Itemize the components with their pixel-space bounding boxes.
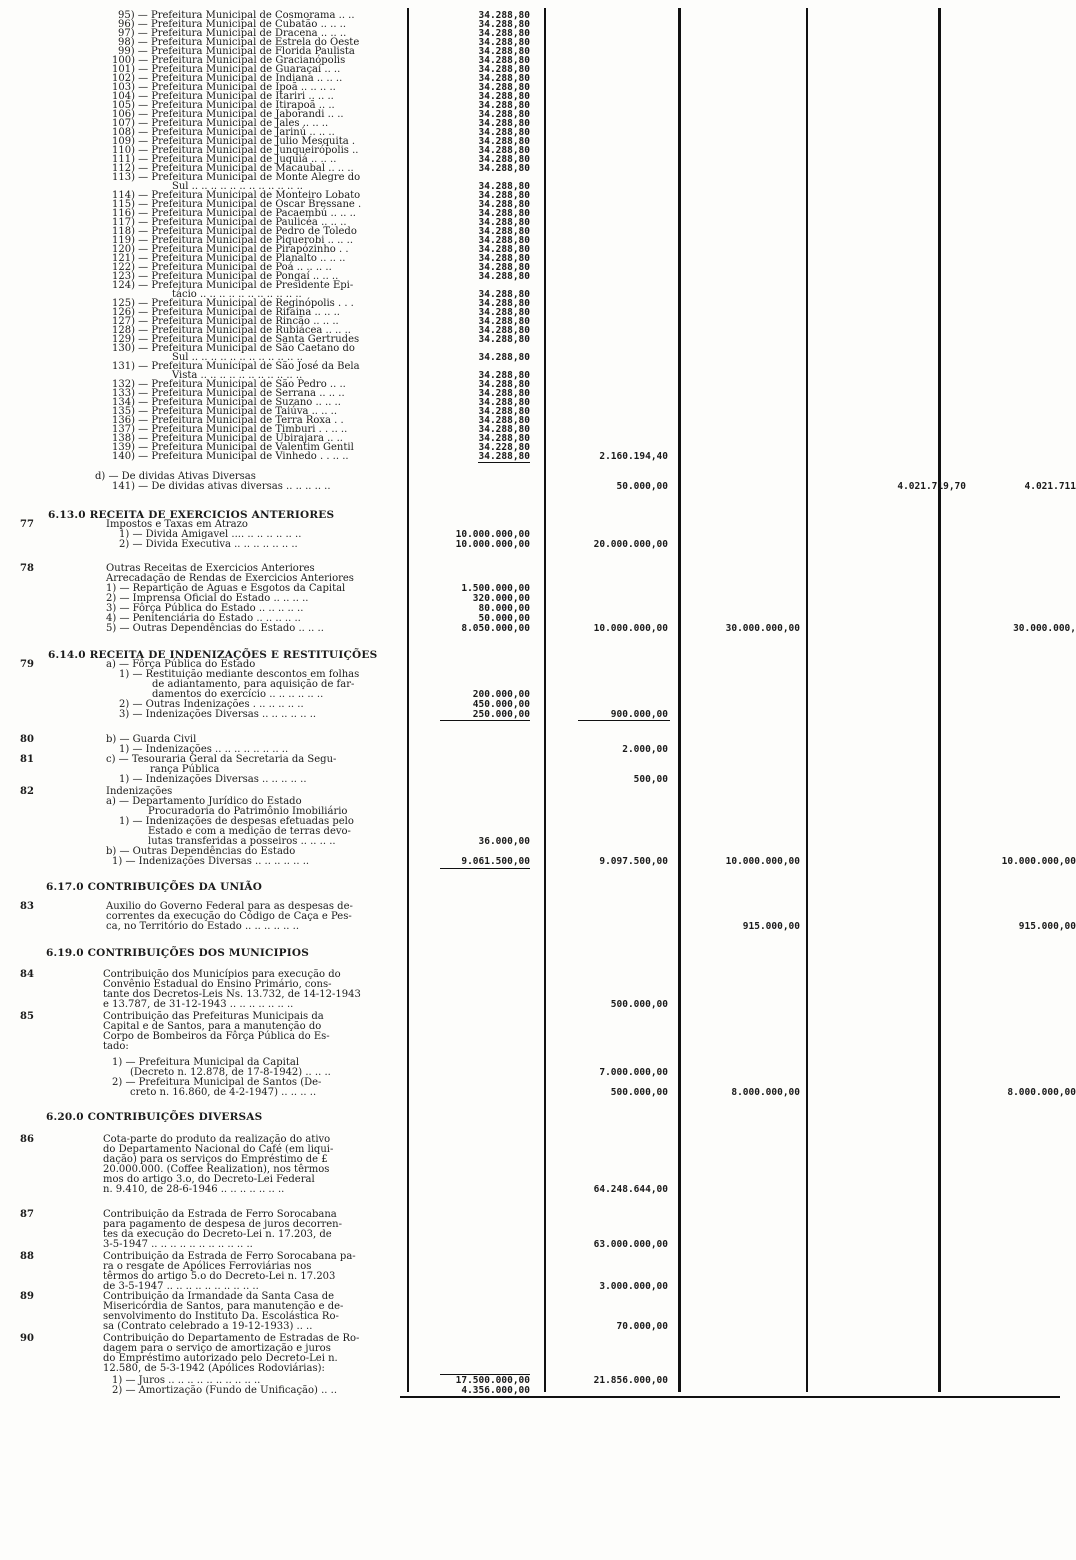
amount-c1: 10.000.000,00 [455, 539, 530, 550]
amount-c2: 500,00 [633, 774, 668, 785]
line-description: 5) — Outras Dependências do Estado .. .. .. [106, 623, 324, 634]
amount-c1: 320.000,00 [472, 593, 530, 604]
amount-c1: 17.500.000,00 [455, 1375, 530, 1386]
line-description: Estado e com a medição de terras devo- [148, 826, 351, 837]
line-description: 117) — Prefeitura Municipal de Paulicéa .. .. .. [112, 217, 347, 228]
amount-c3: 915.000,00 [742, 921, 800, 932]
amount-c1: 200.000,00 [472, 689, 530, 700]
column-rule [806, 8, 808, 1392]
amount-c1: 34.288,80 [478, 190, 530, 201]
section-heading: 6.17.0 CONTRIBUIÇÕES DA UNIÃO [46, 881, 263, 893]
line-description: 121) — Prefeitura Municipal de Planalto .. .. .. [112, 253, 346, 264]
line-description: Contribuição do Departamento de Estradas de Ro- [103, 1333, 360, 1344]
amount-c1: 8.050.000,00 [461, 623, 530, 634]
amount-c1: 34.288,80 [478, 217, 530, 228]
line-description: 1) — Juros .. .. .. .. .. .. .. .. .. .. [112, 1375, 261, 1386]
subtotal-rule [478, 462, 530, 463]
line-description: 96) — Prefeitura Municipal de Cubatão .. .. .. [118, 19, 347, 30]
amount-c5: 8.000.000,00 [1007, 1087, 1076, 1098]
line-description: tácio .. .. .. .. .. .. .. .. .. .. .. [172, 289, 302, 300]
column-rule [407, 8, 409, 1392]
item-code: 81 [20, 754, 34, 765]
line-description: 122) — Prefeitura Municipal de Poá .. .. .. .. [112, 262, 332, 273]
amount-c2: 9.097.500,00 [599, 856, 668, 867]
line-description: 129) — Prefeitura Municipal de Santa Gertrudes [112, 334, 360, 345]
line-description: 139) — Prefeitura Municipal de Valentim Gentil [112, 442, 354, 453]
amount-c5: 915.000,00 [1018, 921, 1076, 932]
item-code: 86 [20, 1134, 34, 1145]
line-description: 120) — Prefeitura Municipal de Pirapózinho . . [112, 244, 349, 255]
line-description: 133) — Prefeitura Municipal de Serrana .. .. .. [112, 388, 345, 399]
amount-c1: 34.288,80 [478, 289, 530, 300]
amount-c1: 50.000,00 [478, 613, 530, 624]
line-description: ca, no Território do Estado .. .. .. .. .. .. [106, 921, 299, 932]
item-code: 87 [20, 1209, 34, 1220]
line-description: n. 9.410, de 28-6-1946 .. .. .. .. .. .. .. [103, 1184, 285, 1195]
amount-c2: 50.000,00 [616, 481, 668, 492]
amount-c2: 500.000,00 [610, 999, 668, 1010]
amount-c1: 34.288,80 [478, 199, 530, 210]
amount-c1: 80.000,00 [478, 603, 530, 614]
line-description: 1) — Indenizações .. .. .. .. .. .. .. .. [119, 744, 289, 755]
item-code: 89 [20, 1291, 34, 1302]
line-description: dagem para o serviço de amortização e juros [103, 1343, 331, 1354]
line-description: 138) — Prefeitura Municipal de Ubirajara .. .. [112, 433, 343, 444]
line-description: 132) — Prefeitura Municipal de São Pedro .. .. [112, 379, 346, 390]
line-description: sa (Contrato celebrado a 19-12-1933) .. .. [103, 1321, 313, 1332]
line-description: 3) — Indenizações Diversas .. .. .. .. .. .. [119, 709, 317, 720]
amount-c1: 34.288,80 [478, 253, 530, 264]
line-description: do Empréstimo autorizado pelo Decreto-Lei n. [103, 1353, 338, 1364]
amount-c1: 34.288,80 [478, 127, 530, 138]
amount-c2: 64.248.644,00 [593, 1184, 668, 1195]
amount-c1: 34.288,80 [478, 451, 530, 462]
line-description: 1) — Indenizações de despesas efetuadas pelo [119, 816, 354, 827]
item-code: 77 [20, 519, 34, 530]
amount-c5: 30.000.000, [1013, 623, 1076, 634]
line-description: Convênio Estadual do Ensino Primário, cons- [103, 979, 332, 990]
line-description: d) — De dividas Ativas Diversas [95, 471, 256, 482]
line-description: 112) — Prefeitura Municipal de Macaubal .. .. .. [112, 163, 354, 174]
line-description: Misericórdia de Santos, para manutenção e de- [103, 1301, 344, 1312]
amount-c1: 34.288,80 [478, 163, 530, 174]
line-description: 110) — Prefeitura Municipal de Junqueirópolis .. [112, 145, 359, 156]
amount-c1: 34.288,80 [478, 244, 530, 255]
line-description: 114) — Prefeitura Municipal de Monteiro Lobato [112, 190, 361, 201]
item-code: 85 [20, 1011, 34, 1022]
line-description: 134) — Prefeitura Municipal de Suzano .. .. .. [112, 397, 341, 408]
line-description: Contribuição das Prefeituras Municipais da [103, 1011, 324, 1022]
amount-c1: 34.288,80 [478, 235, 530, 246]
line-description: para pagamento de despesa de juros decorren- [103, 1219, 342, 1230]
line-description: 131) — Prefeitura Municipal de São José da Bela [112, 361, 360, 372]
line-description: 107) — Prefeitura Municipal de Jales .. .. .. [112, 118, 329, 129]
line-description: 109) — Prefeitura Municipal de Julio Mesquita . [112, 136, 356, 147]
line-description: 1) — Divida Amigavel .... .. .. .. .. .. .. [119, 529, 302, 540]
line-description: rança Pública [150, 764, 220, 775]
line-description: tado: [103, 1041, 129, 1052]
amount-c1: 34.288,80 [478, 82, 530, 93]
amount-c1: 34.288,80 [478, 46, 530, 57]
subtotal-rule [578, 720, 670, 721]
amount-c1: 34.288,80 [478, 325, 530, 336]
line-description: tes da execução do Decreto-Lei n. 17.203, de [103, 1229, 332, 1240]
amount-c1: 4.356.000,00 [461, 1385, 530, 1396]
amount-c1: 34.288,80 [478, 55, 530, 66]
item-code: 90 [20, 1333, 34, 1344]
line-description: (Decreto n. 12.878, de 17-8-1942) .. .. .. [130, 1067, 331, 1078]
line-description: 101) — Prefeitura Municipal de Guaraçaí .. .. [112, 64, 341, 75]
amount-c1: 34.288,80 [478, 10, 530, 21]
line-description: 2) — Imprensa Oficial do Estado .. .. .. .. [106, 593, 309, 604]
amount-c1: 34.288,80 [478, 424, 530, 435]
amount-c2: 900.000,00 [610, 709, 668, 720]
amount-c1: 34.288,80 [478, 37, 530, 48]
line-description: 97) — Prefeitura Municipal de Dracena .. .. .. [118, 28, 347, 39]
amount-c1: 450.000,00 [472, 699, 530, 710]
line-description: 140) — Prefeitura Municipal de Vinhedo . . .. .. [112, 451, 349, 462]
line-description: tante dos Decretos-Leis Ns. 13.732, de 14-12-1943 [103, 989, 361, 1000]
item-code: 83 [20, 901, 34, 912]
line-description: 104) — Prefeitura Municipal de Itariri .. .. .. [112, 91, 334, 102]
line-description: 127) — Prefeitura Municipal de Rincão .. .. .. [112, 316, 339, 327]
amount-c1: 34.288,80 [478, 388, 530, 399]
amount-c1: 34.288,80 [478, 379, 530, 390]
line-description: Corpo de Bombeiros da Fôrça Pública do Es- [103, 1031, 330, 1042]
item-code: 78 [20, 563, 34, 574]
amount-c1: 34.288,80 [478, 28, 530, 39]
line-description: dação) para os serviços do Empréstimo de £ [103, 1154, 328, 1165]
line-description: 137) — Prefeitura Municipal de Timburi . . .. .. [112, 424, 348, 435]
line-description: de 3-5-1947 .. .. .. .. .. .. .. .. .. .. [103, 1281, 259, 1292]
line-description: 1) — Indenizações Diversas .. .. .. .. .. .. [112, 856, 310, 867]
line-description: 102) — Prefeitura Municipal de Indiana .. .. .. [112, 73, 343, 84]
amount-c1: 34.288,80 [478, 91, 530, 102]
bottom-rule [400, 1396, 1060, 1398]
amount-c5: 10.000.000,00 [1001, 856, 1076, 867]
line-description: lutas transferidas a posseiros .. .. .. .. [148, 836, 336, 847]
amount-c1: 34.288,80 [478, 307, 530, 318]
line-description: 124) — Prefeitura Municipal de Presidente Epi- [112, 280, 354, 291]
amount-c1: 9.061.500,00 [461, 856, 530, 867]
line-description: Capital e de Santos, para a manutenção do [103, 1021, 322, 1032]
amount-c2: 20.000.000,00 [593, 539, 668, 550]
section-heading: 6.20.0 CONTRIBUIÇÕES DIVERSAS [46, 1111, 263, 1123]
amount-c1: 34.288,80 [478, 316, 530, 327]
line-description: senvolvimento do Instituto Da. Escolástica Ro- [103, 1311, 339, 1322]
amount-c2: 2.000,00 [622, 744, 668, 755]
line-description: Vista .. .. .. .. .. .. .. .. .. .. .. [172, 370, 303, 381]
line-description: Impostos e Taxas em Atrazo [106, 519, 248, 530]
item-code: 88 [20, 1251, 34, 1262]
amount-c1: 34.288,80 [478, 145, 530, 156]
line-description: b) — Outras Dependências do Estado [106, 846, 296, 857]
item-code: 84 [20, 969, 34, 980]
amount-c1: 10.000.000,00 [455, 529, 530, 540]
section-heading: 6.13.0 RECEITA DE EXERCICIOS ANTERIORES [48, 509, 335, 521]
line-description: 116) — Prefeitura Municipal de Pacaembú .. .. .. [112, 208, 356, 219]
line-description: 111) — Prefeitura Municipal de Juquiá .. .. .. [112, 154, 337, 165]
amount-c1: 34.288,80 [478, 298, 530, 309]
amount-c1: 34.288,80 [478, 271, 530, 282]
amount-c1: 34.288,80 [478, 262, 530, 273]
amount-c1: 34.288,80 [478, 136, 530, 147]
line-description: Cota-parte do produto da realização do ativo [103, 1134, 331, 1145]
amount-c1: 34.288,80 [478, 118, 530, 129]
line-description: 99) — Prefeitura Municipal de Florida Paulista [118, 46, 355, 57]
line-description: 123) — Prefeitura Municipal de Pongaí .. .. .. [112, 271, 339, 282]
amount-c1: 34.288,80 [478, 406, 530, 417]
amount-c2: 21.856.000,00 [593, 1375, 668, 1386]
subtotal-rule [440, 720, 530, 721]
line-description: 20.000.000. (Coffee Realization), nos têrmos [103, 1164, 330, 1175]
amount-c3: 30.000.000,00 [725, 623, 800, 634]
amount-c1: 34.288,80 [478, 208, 530, 219]
item-code: 79 [20, 659, 34, 670]
line-description: 118) — Prefeitura Municipal de Pedro de Toledo [112, 226, 357, 237]
amount-c4: 4.021.719,70 [897, 481, 966, 492]
line-description: Sul .. .. .. .. .. .. .. .. .. .. .. .. [172, 352, 303, 363]
item-code: 82 [20, 786, 34, 797]
line-description: do Departamento Nacional do Café (em liqui- [103, 1144, 334, 1155]
amount-c2: 500.000,00 [610, 1087, 668, 1098]
amount-c2: 70.000,00 [616, 1321, 668, 1332]
line-description: 1) — Indenizações Diversas .. .. .. .. .. [119, 774, 307, 785]
amount-c1: 34.288,80 [478, 64, 530, 75]
amount-c2: 10.000.000,00 [593, 623, 668, 634]
amount-c1: 34.288,80 [478, 370, 530, 381]
line-description: Contribuição da Estrada de Ferro Sorocabana [103, 1209, 337, 1220]
line-description: de adiantamento, para aquisição de far- [152, 679, 355, 690]
line-description: 103) — Prefeitura Municipal de Ipoã .. .. .. .. [112, 82, 336, 93]
line-description: têrmos do artigo 5.o do Decreto-Lei n. 17.203 [103, 1271, 336, 1282]
line-description: Auxilio do Governo Federal para as despesas de- [106, 901, 353, 912]
line-description: Outras Receitas de Exercicios Anteriores [106, 563, 315, 574]
line-description: 130) — Prefeitura Municipal de São Caetano do [112, 343, 355, 354]
amount-c2: 7.000.000,00 [599, 1067, 668, 1078]
line-description: 3-5-1947 .. .. .. .. .. .. .. .. .. .. .. [103, 1239, 253, 1250]
amount-c1: 34.288,80 [478, 397, 530, 408]
line-description: 3) — Fôrça Pública do Estado .. .. .. .. .. [106, 603, 304, 614]
line-description: 105) — Prefeitura Municipal de Itirapoã .. .. [112, 100, 335, 111]
amount-c1: 34.288,80 [478, 154, 530, 165]
amount-c1: 34.288,80 [478, 73, 530, 84]
line-description: 1) — Prefeitura Municipal da Capital [112, 1057, 300, 1068]
amount-c1: 34.288,80 [478, 226, 530, 237]
line-description: b) — Guarda Civil [106, 734, 197, 745]
amount-c2: 63.000.000,00 [593, 1239, 668, 1250]
amount-c1: 34.288,80 [478, 100, 530, 111]
line-description: 98) — Prefeitura Municipal de Estrela do Oeste [118, 37, 360, 48]
amount-c1: 34.288,80 [478, 352, 530, 363]
line-description: 135) — Prefeitura Municipal de Taiúva .. .. .. [112, 406, 338, 417]
amount-c3: 10.000.000,00 [725, 856, 800, 867]
section-heading: 6.14.0 RECEITA DE INDENIZAÇÕES E RESTITUIÇÕES [48, 649, 378, 661]
line-description: a) — Fôrça Pública do Estado [106, 659, 256, 670]
line-description: Indenizações [106, 786, 173, 797]
line-description: Arrecadação de Rendas de Exercicios Anteriores [106, 573, 354, 584]
line-description: mos do artigo 3.o, do Decreto-Lei Federal [103, 1174, 315, 1185]
amount-c2: 3.000.000,00 [599, 1281, 668, 1292]
line-description: Contribuição da Estrada de Ferro Sorocabana pa- [103, 1251, 356, 1262]
amount-c1: 36.000,00 [478, 836, 530, 847]
amount-c1: 34.288,80 [478, 334, 530, 345]
subtotal-rule [440, 868, 530, 869]
line-description: 115) — Prefeitura Municipal de Oscar Bressane . [112, 199, 362, 210]
line-description: 126) — Prefeitura Municipal de Rifaina .. .. .. [112, 307, 340, 318]
line-description: 12.580, de 5-3-1942 (Apólices Rodoviárias): [103, 1363, 325, 1374]
line-description: Contribuição da Irmandade da Santa Casa de [103, 1291, 335, 1302]
column-rule [678, 8, 681, 1392]
line-description: damentos do exercício .. .. .. .. .. .. [152, 689, 324, 700]
amount-c1: 34.288,80 [478, 415, 530, 426]
line-description: creto n. 16.860, de 4-2-1947) .. .. .. .. [130, 1087, 317, 1098]
amount-c1: 34.288,80 [478, 19, 530, 30]
column-rule [938, 8, 941, 1392]
line-description: Procuradoria do Patrimônio Imobiliário [148, 806, 348, 817]
amount-c1: 1.500.000,00 [461, 583, 530, 594]
line-description: a) — Departamento Jurídico do Estado [106, 796, 302, 807]
line-description: 2) — Prefeitura Municipal de Santos (De- [112, 1077, 322, 1088]
line-description: 1) — Restituição mediante descontos em folhas [119, 669, 360, 680]
line-description: correntes da execução do Código de Caça e Pes- [106, 911, 352, 922]
line-description: Contribuição dos Municípios para execução do [103, 969, 341, 980]
line-description: 108) — Prefeitura Municipal de Jarinú .. .. .. [112, 127, 335, 138]
line-description: Sul .. .. .. .. .. .. .. .. .. .. .. .. [172, 181, 303, 192]
line-description: 106) — Prefeitura Municipal de Jaborandi .. .. [112, 109, 344, 120]
line-description: e 13.787, de 31-12-1943 .. .. .. .. .. .. .. [103, 999, 294, 1010]
line-description: 128) — Prefeitura Municipal de Rubiácea .. .. .. [112, 325, 351, 336]
amount-c1: 34.288,80 [478, 433, 530, 444]
amount-c1: 250.000,00 [472, 709, 530, 720]
amount-c1: 34.288,80 [478, 181, 530, 192]
amount-c5: 4.021.711 [1024, 481, 1076, 492]
item-code: 80 [20, 734, 34, 745]
line-description: 4) — Penitenciária do Estado .. .. .. .. .. [106, 613, 301, 624]
section-heading: 6.19.0 CONTRIBUIÇÕES DOS MUNICIPIOS [46, 947, 310, 959]
line-description: 1) — Repartição de Aguas e Esgotos da Capital [106, 583, 346, 594]
line-description: 125) — Prefeitura Municipal de Reginópolis . . . [112, 298, 354, 309]
amount-c2: 2.160.194,40 [599, 451, 668, 462]
line-description: 2) — Outras Indenizações . .. .. .. .. .. [119, 699, 304, 710]
line-description: 100) — Prefeitura Municipal de Gracianópolis [112, 55, 346, 66]
line-description: 113) — Prefeitura Municipal de Monte Alegre do [112, 172, 361, 183]
line-description: 119) — Prefeitura Municipal de Piquerobi .. .. .. [112, 235, 354, 246]
amount-c3: 8.000.000,00 [731, 1087, 800, 1098]
line-description: 136) — Prefeitura Municipal de Terra Roxa . . [112, 415, 344, 426]
line-description: 2) — Amortização (Fundo de Unificação) .. .. [112, 1385, 338, 1396]
column-rule [544, 8, 546, 1392]
amount-c1: 34.228,80 [478, 442, 530, 453]
line-description: ra o resgate de Apólices Ferroviárias nos [103, 1261, 312, 1272]
line-description: c) — Tesouraria Geral da Secretaria da Segu- [106, 754, 337, 765]
amount-c1: 34.288,80 [478, 109, 530, 120]
line-description: 141) — De dividas ativas diversas .. .. .. .. .. [112, 481, 331, 492]
line-description: 2) — Divida Executiva .. .. .. .. .. .. .. [119, 539, 298, 550]
line-description: 95) — Prefeitura Municipal de Cosmorama .. .. [118, 10, 355, 21]
